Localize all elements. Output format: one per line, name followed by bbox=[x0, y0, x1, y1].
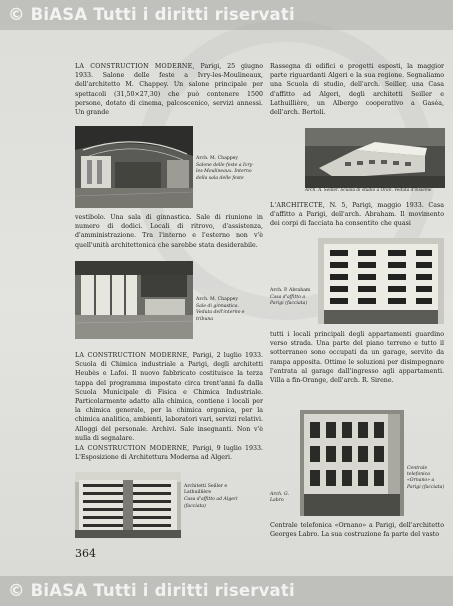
photo-salone-feste bbox=[75, 126, 193, 208]
heading-construction-moderne-1: LA CONSTRUCTION MODERNE, bbox=[75, 63, 195, 70]
caption-description: Sale di ginnastica. Veduta dell'interno e tribuna bbox=[196, 304, 245, 322]
right-column-block-3 bbox=[270, 330, 444, 385]
paragraph-vestibolo: vestibolo. Una sala di ginnastica. Sale di riunione in numero di dodici. Locali di ritrovo, d'assistenza, d'amministrazione. Tra l'interno e l'esterno non v'è quell'unità architettonica che sarebbe stata desiderabile. bbox=[75, 214, 263, 249]
left-column-block-1 bbox=[75, 62, 263, 117]
photo-casa-affitto-parigi bbox=[318, 238, 444, 324]
paragraph-garage-appartamenti: tutti i locali principali degli appartamenti guardino verso strada. Una parte del piano terreno e tutto il sotterraneo sono occupati da un garage, servito da rampa apposita. Ottime le soluzioni per disimpegnare l'entrata al garage dall'ingresso agli appartamenti. Villa a fin-Orange, dell'arch. R. Sirene. bbox=[270, 331, 444, 385]
caption-architect: Arch. P. Abraham bbox=[270, 288, 311, 293]
right-column-block-2 bbox=[270, 201, 444, 229]
paragraph-scuola-chimica: Parigi, 2 luglio 1933. Scuola di Chimica industriale a Parigi, degli architetti Heubès e Lafoi. Il nuovo fabbricato costituisce la terza tappa del programma impostato circa trent'anni fa dalla Scuola Municipale di Fisica e Chimica Industriale. Particolarmente adatto alla chimica, contiene i locali per la chimica generale, per la chimica organica, per la chimica analitica, ambienti, laboratori vari, servizi relativi. Alloggi del personale. Archivi. Sale insegnanti. Non v'è nulla di segnalare. bbox=[75, 352, 263, 442]
caption-seiller-oran bbox=[305, 188, 445, 194]
watermark-text-top: © BiASA Tutti i diritti riservati bbox=[8, 5, 295, 24]
caption-seiller bbox=[184, 484, 246, 510]
page-number: 364 bbox=[75, 547, 96, 560]
photo-sala-ginnastica bbox=[75, 261, 193, 339]
heading-architecte: L'ARCHITECTE, bbox=[270, 202, 326, 209]
caption-description: Arch. A. Seiller. Scuola di studio a Oran. Veduta d'insieme bbox=[305, 188, 432, 193]
caption-architect: Arch. M. Chappey bbox=[196, 297, 238, 302]
caption-architect: Arch. G. Labro bbox=[270, 492, 289, 504]
caption-description: Centrale telefonica «Ornano» a Parigi (facciata) bbox=[407, 466, 445, 490]
watermark-text-bottom: © BiASA Tutti i diritti riservati bbox=[8, 581, 295, 600]
heading-construction-moderne-2: LA CONSTRUCTION MODERNE, bbox=[75, 352, 190, 359]
caption-description: Casa d'affitto a Parigi (facciata) bbox=[270, 295, 308, 307]
left-column-block-3 bbox=[75, 351, 263, 462]
paragraph-esposizione-algeri: Parigi, 9 luglio 1933. L'Esposizione di Architettura Moderna ad Algeri. bbox=[75, 445, 263, 462]
right-column-block-1 bbox=[270, 62, 444, 117]
caption-chappey-2 bbox=[196, 297, 256, 323]
paragraph-casa-affitto-parigi: N. 5, Parigi, maggio 1933. Casa d'affitto a Parigi, dell'arch. Abraham. Il movimento dei corpi di facciata ha consentito che quasi bbox=[270, 202, 444, 228]
caption-architect: Arch. M. Chappey bbox=[196, 156, 238, 161]
paragraph-rassegna: Rassegna di edifici e progetti esposti, la maggior parte riguardanti Algeri e la sua regione. Segnaliamo una Scuola di studio, dell'arch. Seiller, una Casa d'affitto ad Algeri, degli architetti Seiller e Lathuillière, un Albergo cooperativo a Gaséa, dell'arch. Bertoli. bbox=[270, 63, 444, 117]
watermark-band-bottom bbox=[0, 576, 453, 606]
caption-labro bbox=[407, 466, 445, 491]
photo-casa-affitto-algeri bbox=[75, 472, 181, 538]
paragraph-salone-feste: Parigi, 25 giugno 1933. Salone delle feste a Ivry-les-Moulineaux, dell'architetto M. Chappey. Un salone principale per spettacoli (31,50×27,30) che può contenere 1500 persone, dotato di cinema, palcoscenico, servizi annessi. Un grande bbox=[75, 63, 263, 117]
caption-description: Salone delle feste a Ivry-les-Moulineaux. Interno della sala delle feste bbox=[196, 163, 254, 181]
caption-chappey-1 bbox=[196, 156, 256, 182]
caption-description: Casa d'affitto ad Algeri (facciata) bbox=[184, 497, 238, 509]
caption-abraham bbox=[270, 288, 316, 308]
heading-construction-moderne-3: LA CONSTRUCTION MODERNE, bbox=[75, 445, 190, 453]
left-column-block-2 bbox=[75, 213, 263, 250]
photo-centrale-telefonica bbox=[300, 410, 404, 516]
photo-scuola-oran bbox=[305, 128, 445, 188]
paragraph-centrale-ornano: Centrale telefonica «Ornano» a Parigi, dell'architetto Georges Labro. La sua costruzione fa parte del vasto bbox=[270, 522, 444, 539]
caption-architect: Architetti Seiller e Lathuillière bbox=[184, 484, 228, 496]
caption-labro-name bbox=[270, 492, 298, 504]
right-column-block-4 bbox=[270, 521, 444, 539]
watermark-band-top bbox=[0, 0, 453, 30]
